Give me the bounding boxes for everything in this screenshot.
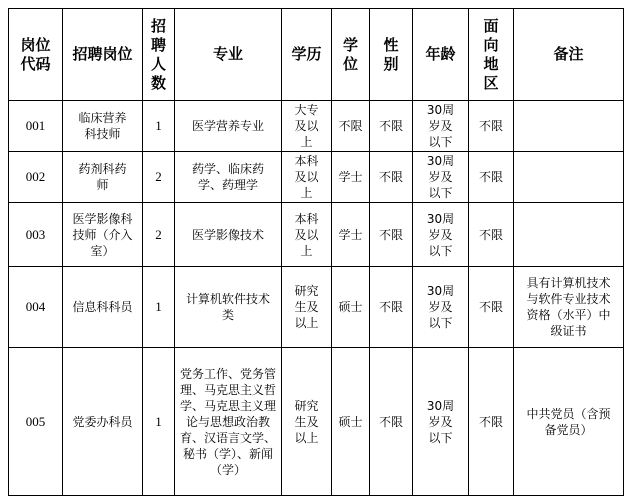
header-major: 专业 — [175, 9, 282, 101]
cell-degree: 不限 — [332, 101, 370, 152]
table-row — [9, 267, 624, 348]
cell-gender: 不限 — [370, 203, 413, 267]
cell-remarks: 中共党员（含预备党员） — [514, 348, 624, 496]
cell-age: 30周岁及以下 — [413, 101, 469, 152]
cell-count: 2 — [143, 152, 175, 203]
cell-major: 医学营养专业 — [175, 101, 282, 152]
table-row — [9, 348, 624, 496]
table-row — [9, 152, 624, 203]
cell-position: 党委办科员 — [63, 348, 143, 496]
cell-education: 研究生及以上 — [282, 348, 332, 496]
cell-position: 医学影像科技师（介入室） — [63, 203, 143, 267]
cell-major: 药学、临床药学、药理学 — [175, 152, 282, 203]
cell-age: 30周岁及以下 — [413, 267, 469, 348]
cell-code: 005 — [9, 348, 63, 496]
cell-gender: 不限 — [370, 348, 413, 496]
cell-remarks — [514, 203, 624, 267]
header-position: 招聘岗位 — [63, 9, 143, 101]
cell-position: 信息科科员 — [63, 267, 143, 348]
table-row — [9, 203, 624, 267]
cell-gender: 不限 — [370, 152, 413, 203]
cell-education: 本科及以上 — [282, 152, 332, 203]
header-count: 招聘人数 — [143, 9, 175, 101]
cell-count: 1 — [143, 101, 175, 152]
header-education: 学历 — [282, 9, 332, 101]
cell-code: 001 — [9, 101, 63, 152]
cell-education: 本科及以上 — [282, 203, 332, 267]
cell-region: 不限 — [469, 152, 514, 203]
cell-gender: 不限 — [370, 101, 413, 152]
cell-code: 003 — [9, 203, 63, 267]
cell-age: 30周岁及以下 — [413, 203, 469, 267]
header-remarks: 备注 — [514, 9, 624, 101]
cell-region: 不限 — [469, 101, 514, 152]
cell-age: 30周岁及以下 — [413, 348, 469, 496]
cell-region: 不限 — [469, 203, 514, 267]
cell-major: 医学影像技术 — [175, 203, 282, 267]
cell-remarks — [514, 152, 624, 203]
cell-remarks — [514, 101, 624, 152]
cell-major: 党务工作、党务管理、马克思主义哲学、马克思主义理论与思想政治教育、汉语言文学、秘书（学）、新闻（学） — [175, 348, 282, 496]
cell-education: 研究生及以上 — [282, 267, 332, 348]
cell-degree: 学士 — [332, 203, 370, 267]
cell-count: 1 — [143, 267, 175, 348]
header-degree: 学位 — [332, 9, 370, 101]
cell-degree: 硕士 — [332, 267, 370, 348]
cell-region: 不限 — [469, 267, 514, 348]
cell-age: 30周岁及以下 — [413, 152, 469, 203]
header-row — [9, 9, 624, 101]
cell-remarks: 具有计算机技术与软件专业技术资格（水平）中级证书 — [514, 267, 624, 348]
header-gender: 性别 — [370, 9, 413, 101]
cell-major: 计算机软件技术类 — [175, 267, 282, 348]
cell-code: 002 — [9, 152, 63, 203]
header-age: 年龄 — [413, 9, 469, 101]
cell-degree: 学士 — [332, 152, 370, 203]
header-region: 面向地区 — [469, 9, 514, 101]
cell-code: 004 — [9, 267, 63, 348]
cell-count: 1 — [143, 348, 175, 496]
cell-position: 药剂科药师 — [63, 152, 143, 203]
table-row — [9, 101, 624, 152]
cell-education: 大专及以上 — [282, 101, 332, 152]
header-code: 岗位代码 — [9, 9, 63, 101]
cell-gender: 不限 — [370, 267, 413, 348]
cell-region: 不限 — [469, 348, 514, 496]
cell-position: 临床营养科技师 — [63, 101, 143, 152]
recruitment-table — [8, 8, 624, 496]
cell-count: 2 — [143, 203, 175, 267]
cell-degree: 硕士 — [332, 348, 370, 496]
